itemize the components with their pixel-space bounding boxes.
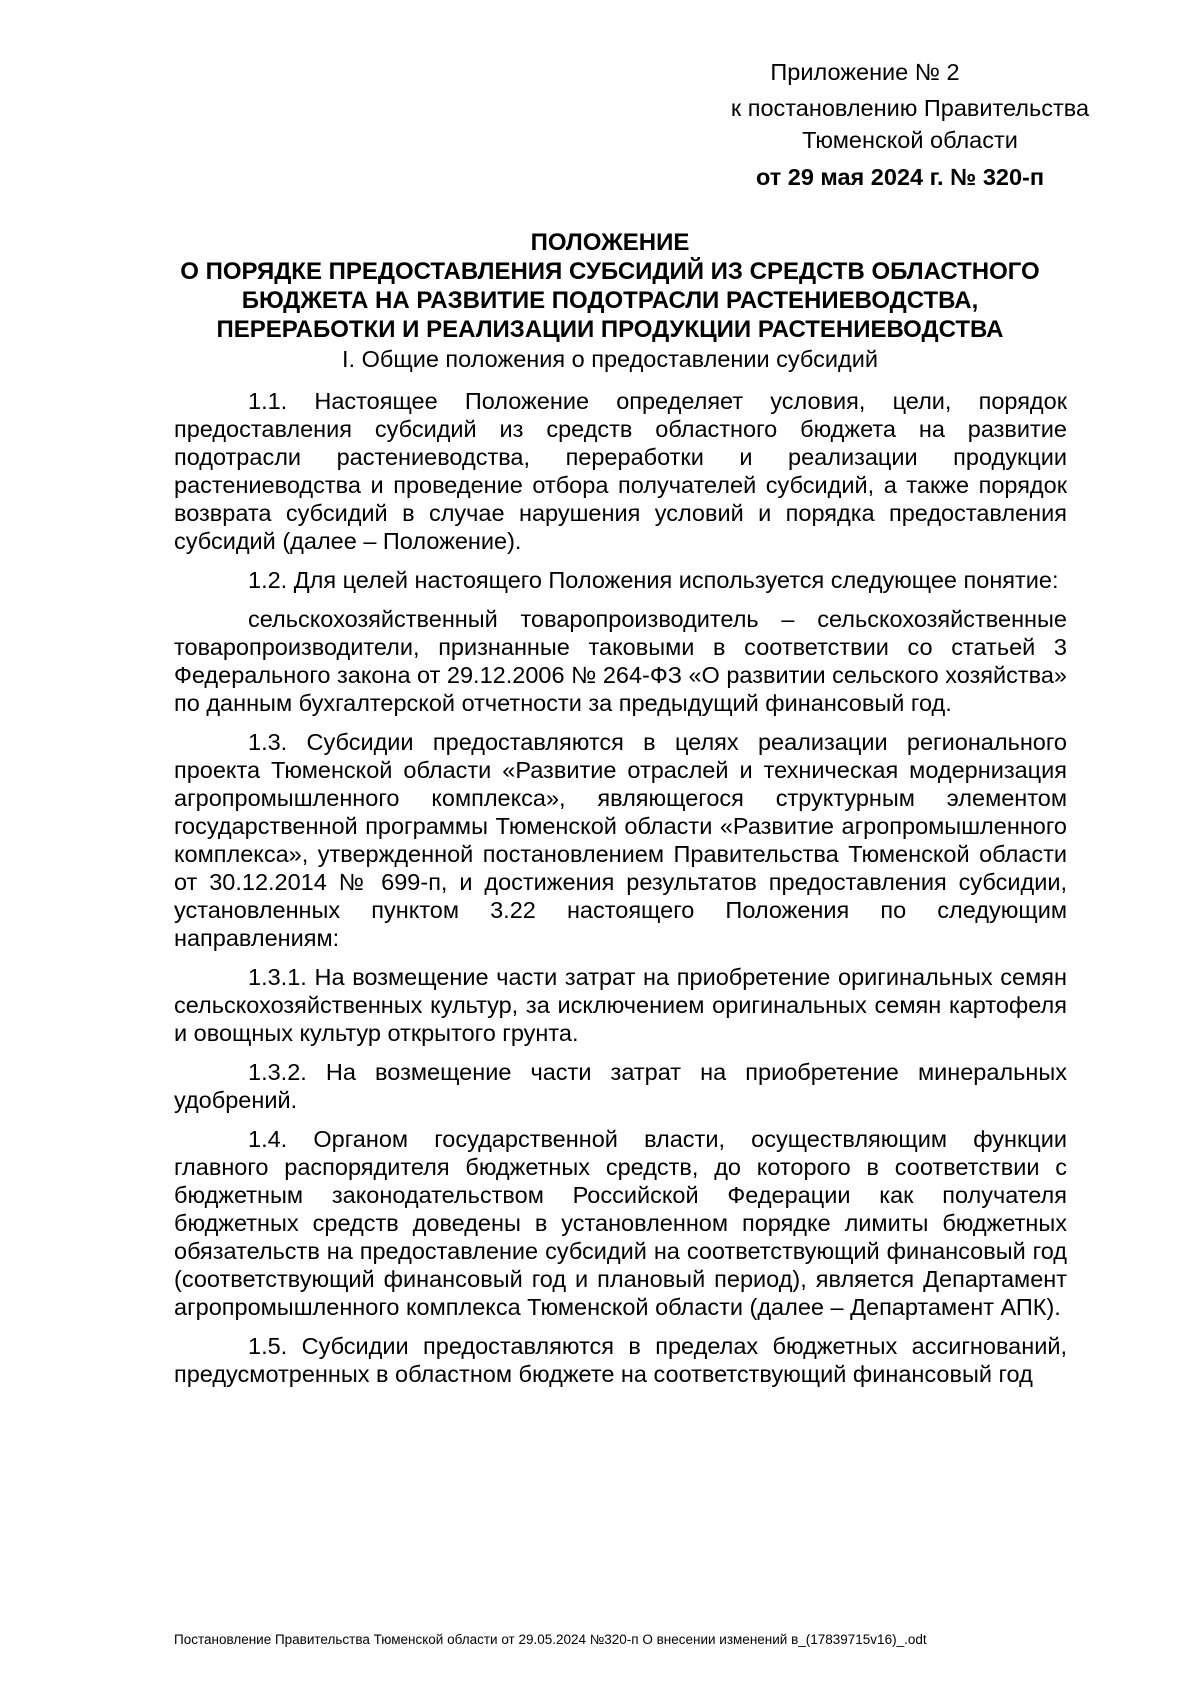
document-title	[150, 228, 1070, 344]
title-line: ПЕРЕРАБОТКИ И РЕАЛИЗАЦИИ ПРОДУКЦИИ РАСТЕНИЕВОДСТВА	[216, 316, 1004, 343]
annex-date-number: от 29 мая 2024 г. № 320-п	[755, 164, 1045, 190]
paragraph-1-2: 1.2. Для целей настоящего Положения используется следующее понятие:	[248, 567, 1059, 593]
title-line: ПОЛОЖЕНИЕ	[530, 229, 690, 256]
annex-region: Тюменской области	[802, 127, 1018, 153]
annex-number: Приложение № 2	[770, 59, 960, 85]
paragraph-1-4: 1.4. Органом государственной власти, осуществляющим функции главного распорядителя бюджетных средств, до которого в соответствии с бюджетным законодательством Российской Федерации как получателя бюджетных средств доведены в установленном порядке лимиты бюджетных обязательств на предоставление субсидий на соответствующий финансовый год (соответствующий финансовый год и плановый период), является Департамент агропромышленного комплекса Тюменской области (далее – Департамент АПК).	[174, 1126, 1067, 1320]
paragraph-1-3-2: 1.3.2. На возмещение части затрат на приобретение минеральных удобрений.	[174, 1059, 1067, 1113]
paragraph-1-5: 1.5. Субсидии предоставляются в пределах бюджетных ассигнований, предусмотренных в областном бюджете на соответствующий финансовый год	[174, 1333, 1067, 1387]
paragraph-1-3: 1.3. Субсидии предоставляются в целях реализации регионального проекта Тюменской области «Развитие отраслей и техническая модернизация агропромышленного комплекса», являющегося структурным элементом государственной программы Тюменской области «Развитие агропромышленного комплекса», утвержденной постановлением Правительства Тюменской области от 30.12.2014 № 699-п, и достижения результатов предоставления субсидии, установленных пунктом 3.22 настоящего Положения по следующим направлениям:	[174, 729, 1067, 951]
title-line: БЮДЖЕТА НА РАЗВИТИЕ ПОДОТРАСЛИ РАСТЕНИЕВОДСТВА,	[241, 287, 979, 314]
paragraph-definition: сельскохозяйственный товаропроизводитель – сельскохозяйственные товаропроизводители, признанные таковыми в соответствии со статьей 3 Федерального закона от 29.12.2006 № 264-ФЗ «О развитии сельского хозяйства» по данным бухгалтерской отчетности за предыдущий финансовый год.	[174, 606, 1067, 716]
title-line: О ПОРЯДКЕ ПРЕДОСТАВЛЕНИЯ СУБСИДИЙ ИЗ СРЕДСТВ ОБЛАСТНОГО	[180, 258, 1040, 285]
paragraph-1-3-1: 1.3.1. На возмещение части затрат на приобретение оригинальных семян сельскохозяйственных культур, за исключением оригинальных семян картофеля и овощных культур открытого грунта.	[174, 964, 1067, 1046]
annex-resolution-reference: к постановлению Правительства	[730, 95, 1090, 121]
page-footer: Постановление Правительства Тюменской области от 29.05.2024 №320-п О внесении изменений в_(17839715v16)_.odt	[174, 1632, 927, 1647]
document-body	[174, 387, 1067, 1399]
section-heading: I. Общие положения о предоставлении субсидий	[342, 346, 878, 372]
paragraph-1-1: 1.1. Настоящее Положение определяет условия, цели, порядок предоставления субсидий из средств областного бюджета на развитие подотрасли растениеводства, переработки и реализации продукции растениеводства и проведение отбора получателей субсидий, а также порядок возврата субсидий в случае нарушения условий и порядка предоставления субсидий (далее – Положение).	[174, 388, 1067, 554]
